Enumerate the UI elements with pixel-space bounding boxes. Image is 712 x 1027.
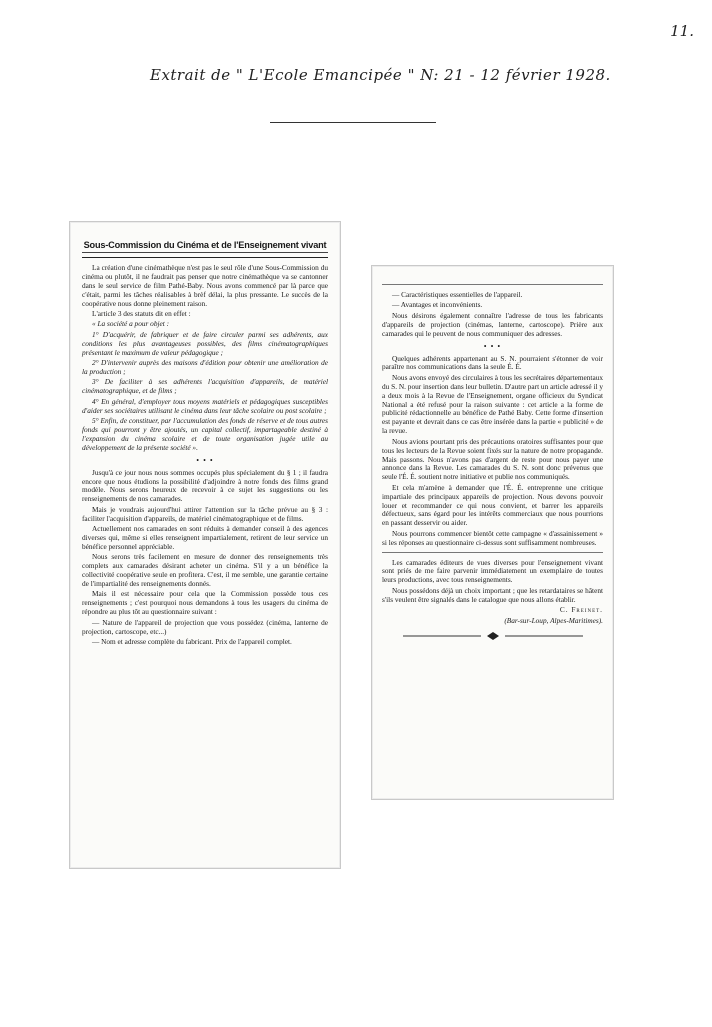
questionnaire-item: — Avantages et inconvénients.: [392, 300, 483, 310]
paragraph: Nous avons envoyé des circulaires à tous les secrétaires départementaux du S. N. pour insertion dans leur bulletin. D'autre part un article adressé il y a deux mois à la Revue de l'Enseignement, organe officieux du Syndicat National a été refusé pour la raison suivante : cet article a la forme de publicité rédactionnelle au bénéfice de Pathé Baby. Cette forme d'insertion est payante et devrait dans ce cas être insérée dans la partie « publicité » de la revue.: [382, 372, 603, 436]
section-separator: • • •: [483, 341, 502, 351]
article-title: Sous-Commission du Cinéma et de l'Enseignement vivant: [82, 240, 328, 258]
paragraph: La création d'une cinémathèque n'est pas le seul rôle d'une Sous-Commission du cinéma ou plutôt, il ne faudrait pas penser que notre cinémathèque va se cantonner dans le seul service de film Pathé-Baby. Nous avons commencé par là parce que c'était, parmi les tâches réalisables à brèf délai, la plus pressante. Le succès de la coopérative nous donne pleinement raison.: [82, 263, 328, 308]
paragraph: Nous pourrons commencer bientôt cette campagne « d'assainissement » si les réponses au questionnaire ci-dessus sont suffisamment nombreuses.: [382, 528, 603, 547]
paragraph: L'article 3 des statuts dit en effet :: [92, 309, 191, 319]
statute-quote: 1° D'acquérir, de fabriquer et de faire circuler parmi ses adhérents, aux conditions les plus avantageuses possibles, des films cinématographiques présentant le maximum de valeur pédagogique ;: [82, 329, 328, 357]
paragraph: Les camarades éditeurs de vues diverses pour l'enseignement vivant sont priés de me faire parvenir immédiatement un exemplaire de toutes leurs productions, avec tous renseignements.: [382, 557, 603, 585]
statute-quote: 5° Enfin, de constituer, par l'accumulation des fonds de réserve et de tous autres fonds qui pourront y être ajoutés, un capital collectif, impartageable destiné à l'expansion du cinéma scolaire et de toute organisation jugée utile au développement de la présente société ».: [82, 416, 328, 452]
handwritten-source-note: Extrait de " L'Ecole Emancipée " N: 21 - 12 février 1928.: [150, 66, 611, 84]
header-divider: [270, 122, 436, 123]
end-ornament-icon: [403, 631, 583, 641]
author-location: (Bar-sur-Loup, Alpes-Maritimes).: [504, 615, 603, 625]
paragraph: Jusqu'à ce jour nous nous sommes occupés plus spécialement du § 1 ; il faudra encore que nous étudions la possibilité d'adjoindre à notre fonds des films grand modèle. Nous serons heureux de recevoir à ce sujet les suggestions ou les renseignements de nos camarades.: [82, 467, 328, 504]
paragraph: Nous désirons également connaître l'adresse de tous les fabricants d'appareils de projection (cinémas, lanterne, cartoscope). Prière aux camarades qui le peuvent de nous communiquer des adresses.: [382, 310, 603, 338]
questionnaire-item: — Nature de l'appareil de projection que vous possédez (cinéma, lanterne de projection, cartoscope, etc...): [82, 617, 328, 636]
statute-quote: 3° De faciliter à ses adhérents l'acquisition d'appareils, de matériel cinématographique, et de films ;: [82, 377, 328, 396]
paragraph: Actuellement nos camarades en sont réduits à demander conseil à des agences diverses qui, même si elles renseignent impartialement, retirent de leur service un bénéfice personnel appréciable.: [82, 524, 328, 551]
top-rule: [382, 284, 603, 285]
questionnaire-item: — Caractéristiques essentielles de l'appareil.: [392, 290, 523, 299]
section-separator: • • •: [196, 455, 214, 465]
paragraph: Quelques adhérents appartenant au S. N. pourraient s'étonner de voir paraître nos communications dans la seule É. É.: [382, 353, 603, 372]
newspaper-clipping-left: [69, 221, 341, 869]
paragraph: Mais je voudrais aujourd'hui attirer l'attention sur la tâche prévue au § 3 : faciliter l'acquisition d'appareils, de matériel cinématographique et de films.: [82, 504, 328, 523]
section-rule: [382, 552, 603, 553]
paragraph: Et cela m'amène à demander que l'É. É. entreprenne une critique impartiale des principaux appareils de projection. Nous devons pouvoir louer et recommander ce qui nous convient, et barrer les appareils défectueux, sans égard pour les intérêts commerciaux que nous pourrions en passant desservir ou aider.: [382, 482, 603, 528]
statute-quote: « La société a pour objet :: [92, 319, 170, 329]
questionnaire-item: — Nom et adresse complète du fabricant. Prix de l'appareil complet.: [92, 636, 292, 646]
author-signature: C. Freinet.: [559, 605, 603, 615]
paragraph: Nous possédons déjà un choix important ; que les retardataires se hâtent s'ils veulent être signalés dans le catalogue que nous allons établir.: [382, 585, 603, 604]
paragraph: Nous serons très facilement en mesure de donner des renseignements très complets aux camarades désirant acheter un cinéma. S'il y a un bénéfice la collectivité coopérative seule en profitera. C'est, il me semble, une garantie certaine de l'impartialité des renseignements donnés.: [82, 552, 328, 588]
page-number: 11.: [670, 22, 694, 40]
paragraph: Mais il est nécessaire pour cela que la Commission possède tous ces renseignements ; c'est pourquoi nous demandons à tous les usagers du cinéma de répondre au plus tôt au questionnaire suivant :: [82, 589, 328, 617]
paragraph: Nous avions pourtant pris des précautions oratoires suffisantes pour que tous les lecteurs de la Revue soient fixés sur la nature de notre propagande. Mais passons. Nous n'avons pas d'argent de reste pour nous payer une annonce dans la Revue. Les camarades du S. N. sont donc prévenus que seule l'É. É. soutient notre initiative et publie nos communiqués.: [382, 436, 603, 482]
newspaper-clipping-right: [371, 265, 614, 800]
statute-quote: 4° En général, d'employer tous moyens matériels et pédagogiques susceptibles d'aider ses sociétaires utilisant le cinéma dans leur tâche scolaire ou post scolaire ;: [82, 396, 328, 415]
statute-quote: 2° D'intervenir auprès des maisons d'édition pour obtenir une amélioration de la production ;: [82, 358, 328, 376]
